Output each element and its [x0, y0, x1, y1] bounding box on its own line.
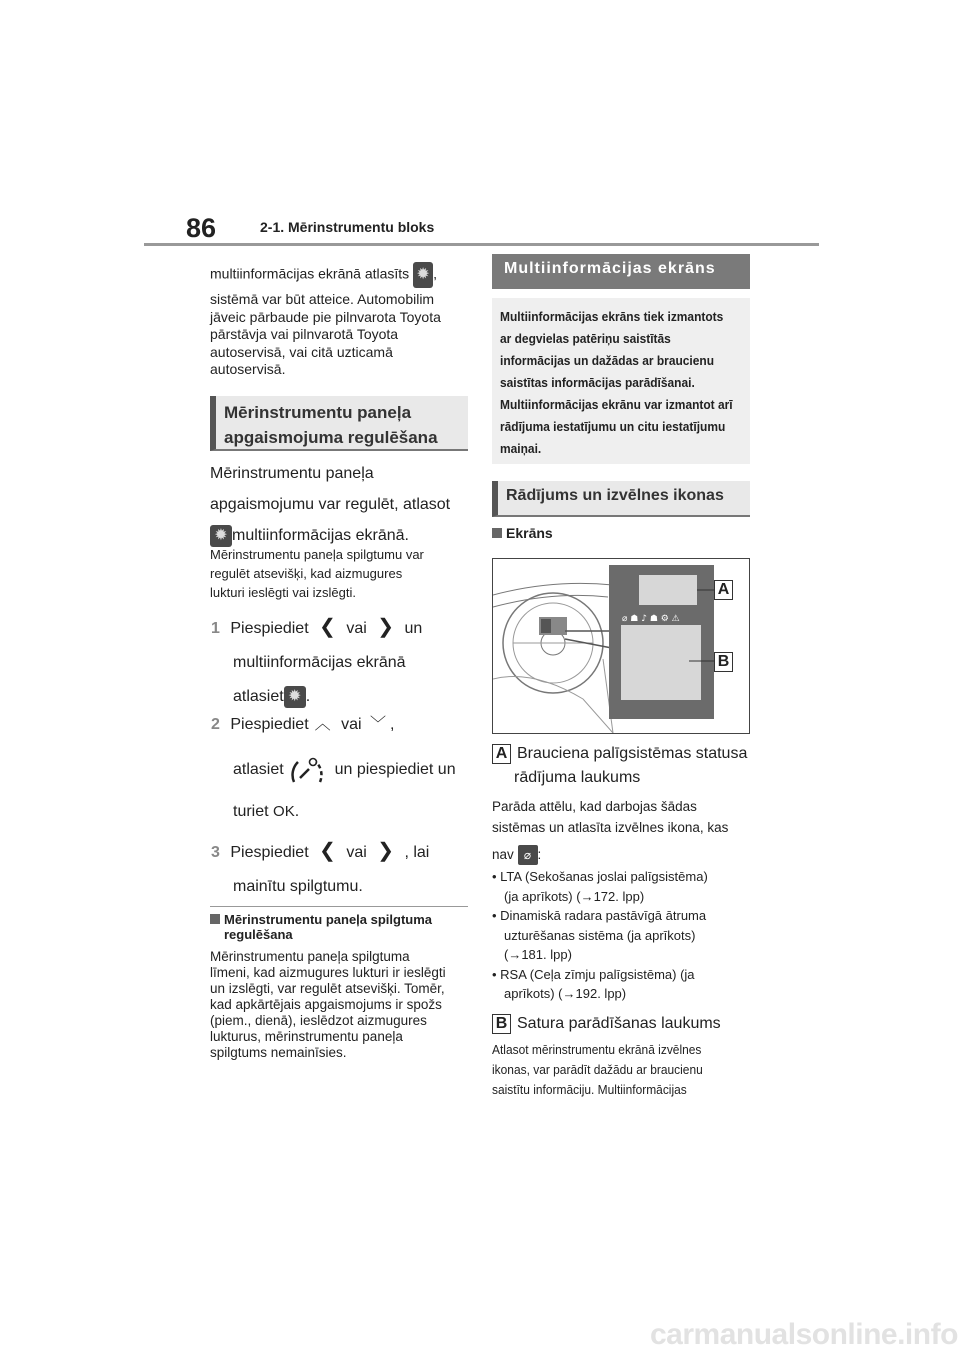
brightness-icon: [288, 754, 326, 786]
screen-heading: Ekrāns: [492, 525, 553, 541]
dashboard-illustration: [492, 558, 750, 734]
section-heading-mid: Multiinformācijas ekrāns: [492, 254, 750, 289]
settings-gear-icon: ✹: [284, 686, 306, 708]
area-b-description: Atlasot mērinstrumentu ekrānā izvēlnes ikonas, var parādīt dažādu ar braucienu saistītu informāciju. Multiinformācijas: [492, 1042, 703, 1097]
section-heading-icons: Rādījums un izvēlnes ikonas: [492, 481, 750, 517]
list-item: • LTA (Sekošanas joslai palīgsistēma) (ja aprīkots) (→172. lpp): [492, 869, 708, 904]
up-arrow-icon: ︿: [314, 716, 331, 733]
label-a-box: A: [492, 744, 511, 764]
intro-box: Multiinformācijas ekrāns tiek izmantots ar degvielas patēriņu saistītās informācijas un dažādas ar braucienu saistītas informācijas parādīšanai. Multiinformācijas ekrānu var izmantot arī rādījuma iestatījumu un citu iestatījumu maiņai.: [492, 298, 750, 464]
feature-list: [492, 867, 708, 1004]
driver-assist-icon: ⌀: [518, 845, 538, 865]
callout-b: B: [714, 652, 733, 672]
illumination-note: Mērinstrumentu paneļa spilgtumu var regulēt atsevišķi, kad aizmugures lukturi ieslēgti vai izslēgti.: [210, 547, 424, 600]
illumination-body: Mērinstrumentu paneļa apgaismojumu var regulēt, atlasot ✹ multiinformācijas ekrānā.: [210, 458, 450, 551]
square-bullet-icon: [492, 528, 502, 538]
label-b-box: B: [492, 1014, 511, 1034]
list-item: • Dinamiskā radara pastāvīgā ātruma uzturēšanas sistēma (ja aprīkots) (→181. lpp): [492, 908, 707, 962]
page-number: 86: [186, 213, 217, 243]
settings-gear-icon: ✹: [413, 262, 433, 288]
right-arrow-icon: ❯: [377, 616, 394, 638]
subsection-body: Mērinstrumentu paneļa spilgtuma līmeni, kad aizmugures lukturi ir ieslēgti un izslēgti, var regulēt atsevišķi. Tomēr, kad apkārtējais apgaismojums ir spožs (piem., dienā), ieslēdzot aizmugures lukturus, mērinstrumentu paneļa spilgtums nemainīsies.: [210, 949, 446, 1060]
subsection-title: Mērinstrumentu paneļa spilgtuma regulēšana: [210, 912, 432, 942]
area-a-title: A Brauciena palīgsistēmas statusa rādījuma laukums: [492, 743, 747, 789]
running-header: 2-1. Mērinstrumentu bloks: [260, 219, 435, 235]
left-arrow-icon: ❮: [319, 616, 336, 638]
left-arrow-icon: ❮: [319, 840, 336, 862]
ok-button-icon: OK: [273, 803, 295, 820]
watermark: carmanualsonline.info: [650, 1318, 958, 1351]
header-rule: [144, 243, 819, 246]
step-2: 2 Piespiediet ︿ vai ﹀ , atlasiet un piespiediet un turiet OK.: [211, 716, 456, 820]
intro-paragraph: sistēmā var būt atteice. Automobilim jāveic pārbaude pie pilnvarota Toyota pārstāvja vai pilnvarotā Toyota autoservisā, vai citā uzticamā autoservisā.: [210, 291, 441, 377]
area-a-description: Parāda attēlu, kad darbojas šādas sistēmas un atlasīta izvēlnes ikona, kas nav ⌀ :: [492, 796, 728, 865]
area-b-title: B Satura parādīšanas laukums: [492, 1013, 721, 1035]
subsection-rule: [210, 906, 468, 907]
down-arrow-icon: ﹀: [370, 716, 387, 733]
list-item: • RSA (Ceļa zīmju palīgsistēma) (ja aprīkots) (→192. lpp): [492, 966, 695, 1001]
right-arrow-icon: ❯: [377, 840, 394, 862]
step-3: 3 Piespiediet ❮ vai ❯ , lai mainītu spilgtumu.: [211, 840, 430, 895]
dashboard-drawing: [493, 559, 749, 733]
square-bullet-icon: [210, 914, 220, 924]
settings-gear-icon: ✹: [210, 525, 232, 547]
callout-a: A: [714, 580, 733, 600]
step-1: 1 Piespiediet ❮ vai ❯ un multiinformācijas ekrānā atlasiet ✹ .: [211, 612, 422, 712]
svg-text:⌀ ☗ ♪ ☗ ⚙ ⚠: ⌀ ☗ ♪ ☗ ⚙ ⚠: [622, 614, 680, 624]
intro-line-1: multiinformācijas ekrānā atlasīts ✹ ,: [210, 262, 437, 288]
section-heading-illumination: Mērinstrumentu paneļa apgaismojuma regulēšana: [210, 396, 468, 451]
